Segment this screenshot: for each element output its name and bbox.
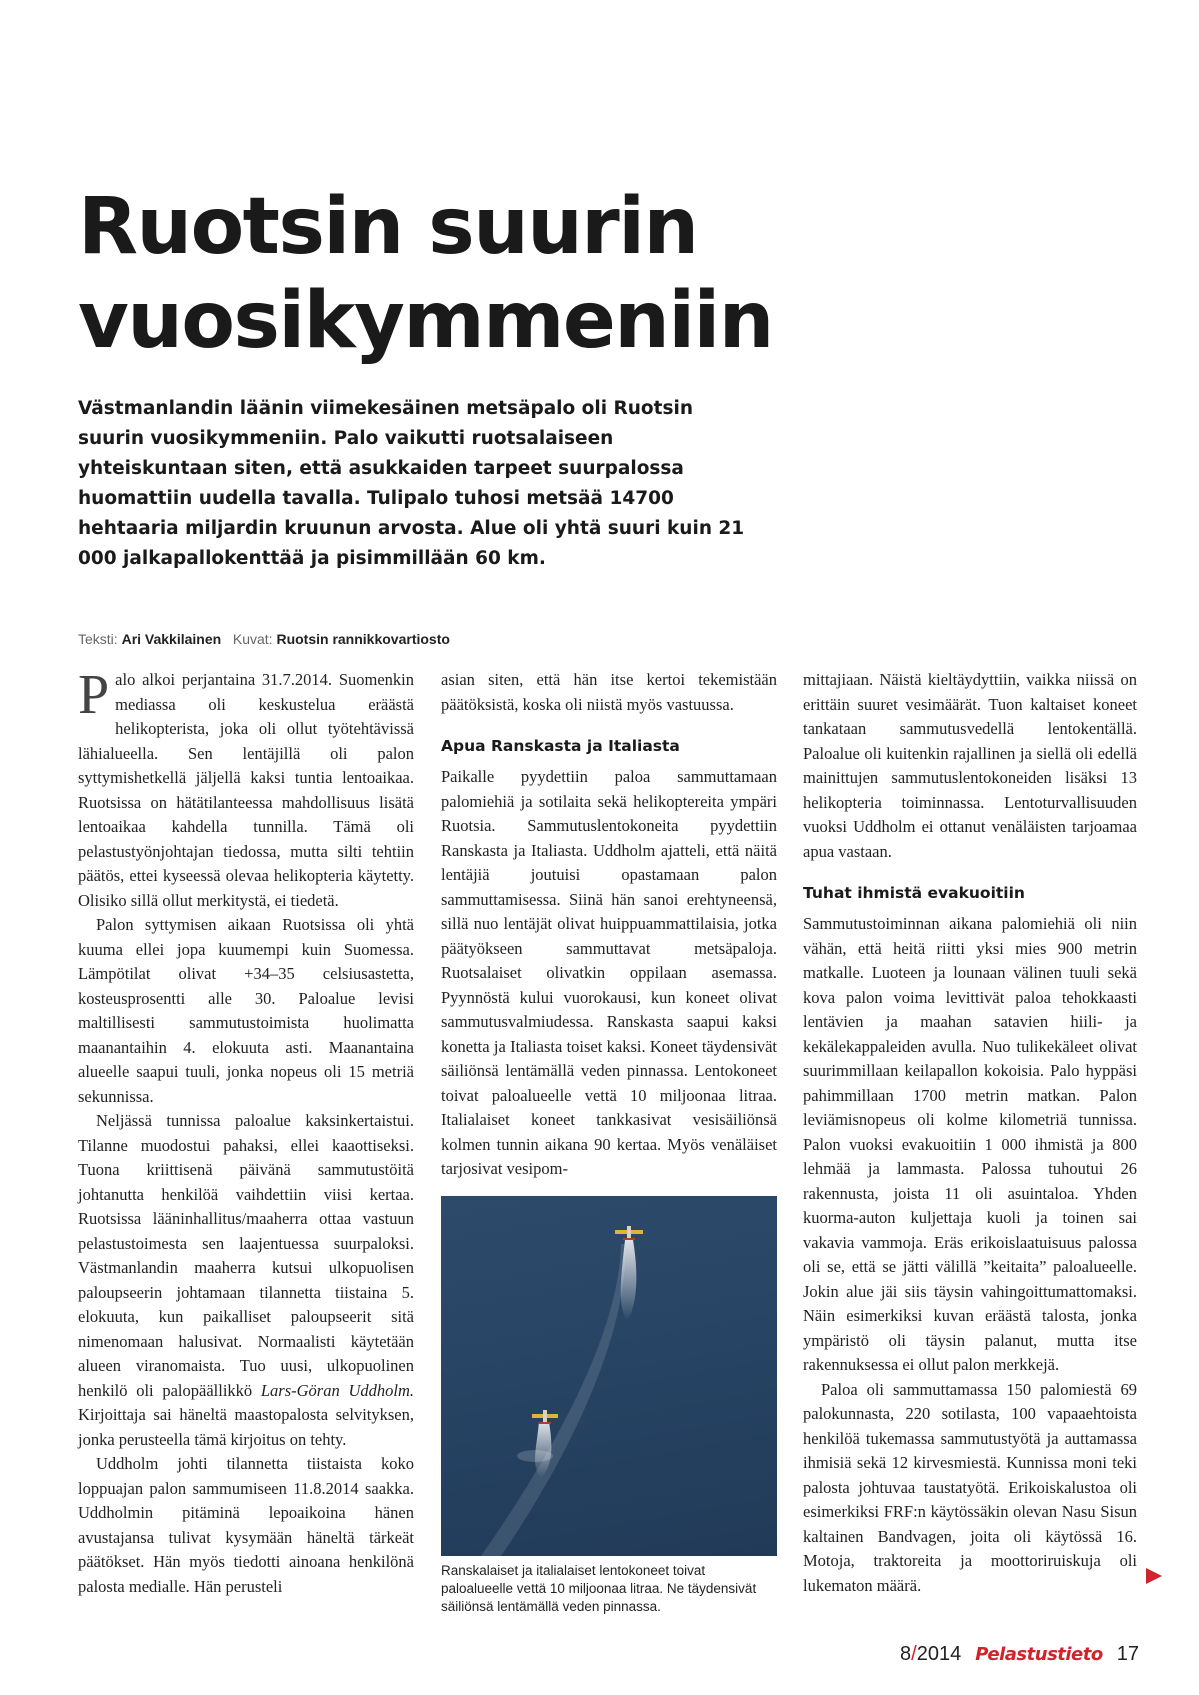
airplane-icon — [532, 1410, 558, 1424]
planes-illustration — [441, 1196, 777, 1556]
body-paragraph: Paikalle pyydettiin paloa sammuttamaan palomiehiä ja sotilaita sekä helikoptereita ympäri Ruotsia. Sammutuslentokoneita pyydettiin Ranskasta ja Italiasta. Uddholm ajatteli, että näitä lentäjiä joutuisi opastamaan palon sammuttamisessa. Siinä hän sanoi erehtyneensä, sillä nuo lentäjät olivat huippuammattilaisia, jotka päätyökseen sammuttavat metsäpaloja. Ruotsalaiset olivatkin oppilaan asemassa. Pyynnöstä kului vuorokausi, kun koneet olivat sammutusvalmiudessa. Ranskasta saapui kaksi konetta ja Italiasta toiset kaksi. Koneet täydensivät säiliönsä lentämällä veden pinnassa. Lentokoneet toivat paloalueelle vettä 10 miljoonaa litraa. Italialaiset koneet tankkasivat vesisäiliönsä kolmen tunnin aikana 90 kertaa. Myös venäläiset tarjosivat vesipom- — [441, 767, 777, 1178]
paragraph-text: Neljässä tunnissa paloalue kaksinkertaistui. Tilanne muodostui pahaksi, ellei kaaottiseksi. Tuona kriittisenä päivänä sammutustöitä johtanutta henkilöä vaihdettiin viisi kertaa. Ruotsissa lääninhallitus/maaherra ottaa vastuun pelastustoimesta sen laajentuessa suurpaloksi. Västmanlandin maaherra kutsui ulkopuolisen paloupseerin johtamaan tilannetta tiistaina 5. elokuuta, kun paikalliset paloupseerit sitä nimenomaan halusivat. Normaalisti käytetään alueen viranomaista. Tuo uusi, ulkopuolinen henkilö oli palopäällikkö — [78, 1111, 414, 1400]
body-paragraph: Uddholm johti tilannetta tiistaista koko loppuajan palon sammumiseen 11.8.2014 saakka. Uddholmin pitäminä lepoaikoina hänen avustajansa tulivat kysymään häneltä tärkeät päätökset. Hän myös tiedotti ainoana henkilönä palosta medialle. Hän perusteli — [78, 1454, 414, 1596]
magazine-brand: Pelastustieto — [975, 1644, 1103, 1665]
column-3 — [803, 668, 1137, 1598]
lead-paragraph: Västmanlandin läänin viimekesäinen metsäpalo oli Ruotsin suurin vuosikymmeniin. Palo vaikutti ruotsalaiseen yhteiskuntaan siten, että asukkaiden tarpeet suurpalossa huomattiin uudella tavalla. Tulipalo tuhosi metsää 14700 hehtaaria miljardin kruunun arvosta. Alue oli yhtä suuri kuin 21 000 jalkapallokenttää ja pisimmillään 60 km. — [78, 398, 745, 569]
body-paragraph — [78, 664, 414, 913]
body-paragraph: mittajiaan. Näistä kieltäydyttiin, vaikka niissä on erittäin suuret vesimäärät. Tuon kaltaiset koneet tankataan sammutusvedellä lentokentällä. Paloalue oli kuitenkin rajallinen ja siellä oli edellä mainittujen sammutuslentokoneiden lisäksi 13 helikopteria toiminnassa. Lentoturvallisuuden vuoksi Uddholm ei ottanut venäläisten tarjoamaa apua vastaan. — [803, 670, 1137, 861]
body-paragraph: Palon syttymisen aikaan Ruotsissa oli yhtä kuuma ellei jopa kuumempi kuin Suomessa. Lämpötilat olivat +34–35 celsiusastetta, kosteusprosentti alle 30. Paloalue levisi maltillisesti sammutustoimista huolimatta maanantaihin 4. elokuuta asti. Maanantaina alueelle saapui tuuli, jonka nopeus oli 15 metriä sekunnissa. — [78, 915, 414, 1106]
issue-num: 8 — [900, 1643, 912, 1665]
airplane-icon — [615, 1226, 643, 1240]
photo-caption: Ranskalaiset ja italialaiset lentokoneet toivat paloalueelle vettä 10 miljoonaa litraa. Ne täydensivät säiliönsä lentämällä veden pinnassa. — [441, 1563, 757, 1614]
subheading: Apua Ranskasta ja Italiasta — [441, 737, 680, 755]
paragraph-text: alo alkoi perjantaina 31.7.2014. Suomenkin mediassa oli keskustelua eräästä helikopterista, joka oli ollut työtehtävissä lähialueella. Sen lentäjillä oli palon syttymishetkellä jäljellä kaksi tuntia lentoaikaa. Ruotsissa on hätätilanteessa mahdollisuus lisätä lentoaikaa kahdella tunnilla. Tämä oli pelastustyönjohtajan tiedossa, mutta silti tehtiin päätös, ettei kyseessä olevaa helikopteria käytetty. Olisiko sillä ollut merkitystä, ei tiedetä. — [78, 670, 414, 910]
body-paragraph: Sammutustoiminnan aikana palomiehiä oli niin vähän, että heitä riitti yksi mies 900 metrin matkalle. Luoteen ja lounaan välinen tuuli sekä kova palon voima levittivät paloa tehokkaasti lentävien ja maahan satavien hiili- ja kekälekappaleiden avulla. Nuo tulikekäleet olivat suurimmillaan keilapallon kokoisia. Palo hyppäsi pahimmillaan 1700 metrin matkan. Palon leviämisnopeus oli kolme kilometriä tunnissa. Palon vuoksi evakuoitiin 1 000 ihmistä ja 800 lehmää ja lammasta. Palossa tuhoutui 26 rakennusta, joista 11 oli asuintaloa. Yhden kuorma-auton kuljettaja kuoli ja toinen sai vakavia vammoja. Eräs erikoislaatuisuus palossa oli se, että se jätti välillä ”keitaita” paloalueelle. Jokin alue jäi siis täysin vahingoittumattomaksi. Näin esimerkiksi kuvan eräästä talosta, jonka ympäristö oli täysin palanut, mutta itse rakennuksessa ei ollut palon merkkejä. — [803, 914, 1137, 1374]
issue-number — [900, 1643, 961, 1666]
credits — [78, 631, 778, 647]
body-paragraph: Paloa oli sammuttamassa 150 palomiestä 69 palokunnasta, 220 sotilasta, 100 vapaaehtoista henkilöä tukemassa sammutustyötä ja auttamassa ihmisiä sekä 12 kirvesmiestä. Kunnissa moni teki palosta johtuvaa taustatyötä. Erikoiskalustoa oli esimerkiksi FRF:n käytössäkin olevan Nasu Sisun kaltainen Bandvagen, joita oli käytössä 16. Motoja, traktoreita ja moottoriruiskuja oli lukematon määrä. — [803, 1379, 1137, 1595]
drop-cap: P — [78, 664, 110, 726]
red-triangle-icon — [1146, 1568, 1162, 1584]
column-2 — [441, 668, 777, 1182]
title-line-2: vuosikymmeniin — [78, 276, 773, 366]
column-1 — [78, 664, 414, 1599]
credits-text-label: Teksti: — [78, 631, 118, 647]
issue-sep: / — [911, 1643, 917, 1665]
body-paragraph: asian siten, että hän itse kertoi tekemistään päätöksistä, koska oli niistä myös vastuussa. — [441, 670, 777, 714]
credits-photo-label: Kuvat: — [232, 631, 273, 647]
page-footer — [900, 1643, 1139, 1666]
aerial-photo-planes — [441, 1196, 777, 1556]
body-paragraph — [78, 1109, 414, 1452]
title-line-1: Ruotsin suurin — [78, 182, 698, 272]
credits-photo-author: Ruotsin rannikkovartiosto — [276, 631, 450, 647]
person-name: Lars-Göran Uddholm. — [260, 1380, 414, 1400]
page-number: 17 — [1116, 1643, 1139, 1665]
credits-text-author: Ari Vakkilainen — [121, 631, 222, 647]
article-title — [78, 180, 878, 368]
paragraph-text: Kirjoittaja sai häneltä maastopalosta selvityksen, jonka perusteella tämä kirjoitus on tehty. — [78, 1405, 414, 1449]
issue-year: 2014 — [916, 1643, 962, 1665]
subheading: Tuhat ihmistä evakuoitiin — [803, 884, 1025, 902]
